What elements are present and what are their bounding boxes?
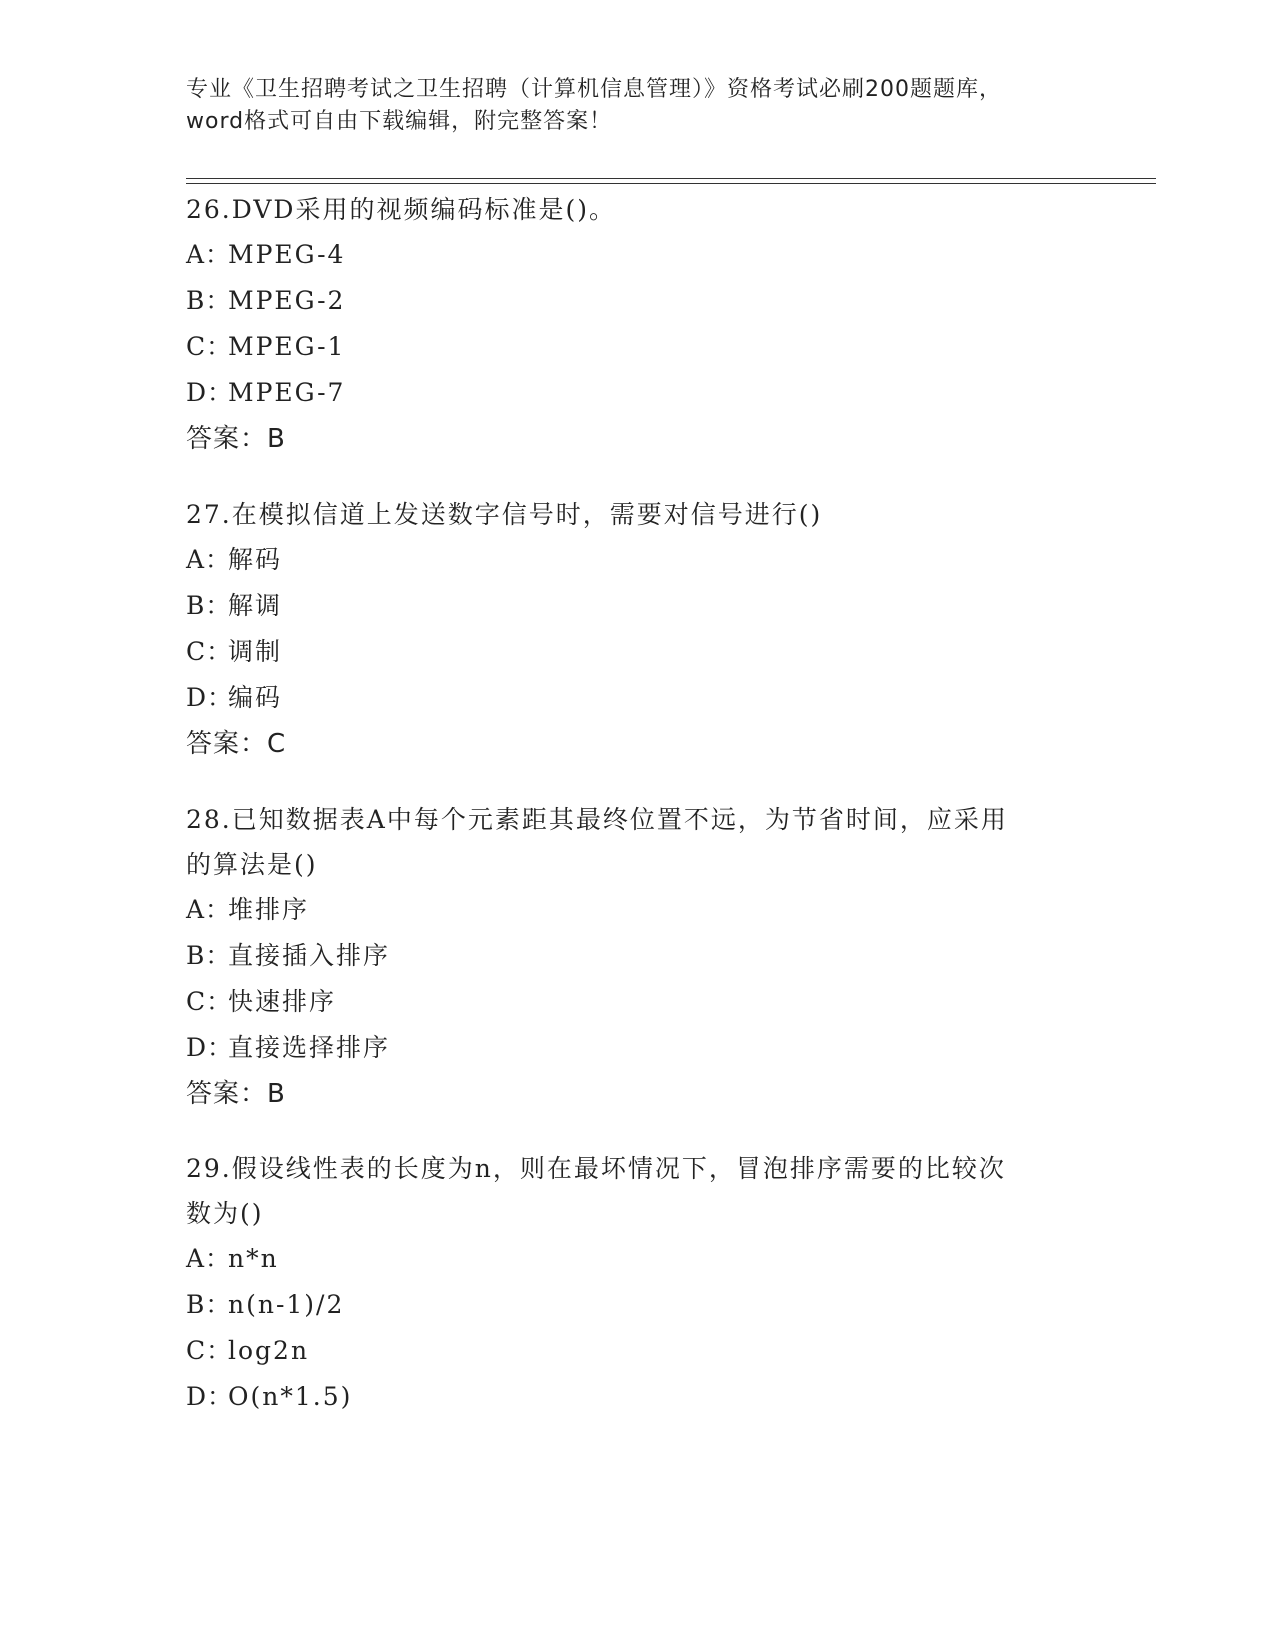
option-value: MPEG-2 xyxy=(228,286,346,315)
option-key: D： xyxy=(186,378,234,407)
option-value: n(n-1)/2 xyxy=(228,1290,345,1319)
header-title-line-2: word格式可自由下载编辑，附完整答案！ xyxy=(186,109,613,134)
option-b xyxy=(186,583,1086,629)
option-c xyxy=(186,629,1086,675)
question-26 xyxy=(186,187,1086,462)
option-key: D： xyxy=(186,1382,234,1411)
option-b xyxy=(186,278,1086,324)
option-key: B： xyxy=(186,591,232,620)
option-a xyxy=(186,537,1086,583)
document-header xyxy=(186,74,1086,138)
option-key: C： xyxy=(186,332,233,361)
question-text-line: 的算法是() xyxy=(186,850,318,879)
option-key: A： xyxy=(186,545,232,574)
option-a xyxy=(186,1236,1086,1282)
option-key: A： xyxy=(186,1244,232,1273)
option-value: n*n xyxy=(228,1244,279,1273)
question-text-line: 29.假设线性表的长度为n，则在最坏情况下，冒泡排序需要的比较次 xyxy=(186,1154,1006,1183)
option-value: 快速排序 xyxy=(228,987,337,1016)
option-key: C： xyxy=(186,637,233,666)
option-d xyxy=(186,370,1086,416)
question-text xyxy=(186,187,1086,232)
question-text-line: 数为() xyxy=(186,1199,264,1228)
question-28 xyxy=(186,797,1086,1117)
question-27 xyxy=(186,492,1086,767)
option-value: log2n xyxy=(228,1336,310,1365)
option-value: MPEG-1 xyxy=(228,332,346,361)
option-d xyxy=(186,1025,1086,1071)
option-a xyxy=(186,887,1086,933)
option-b xyxy=(186,1282,1086,1328)
option-value: MPEG-4 xyxy=(228,240,346,269)
question-text xyxy=(186,797,1086,887)
question-text-line: 26.DVD采用的视频编码标准是()。 xyxy=(186,195,616,224)
question-text xyxy=(186,1146,1086,1236)
header-divider-bottom xyxy=(186,183,1156,184)
answer-line: 答案：C xyxy=(186,729,287,759)
option-key: B： xyxy=(186,941,232,970)
option-b xyxy=(186,933,1086,979)
option-key: B： xyxy=(186,286,232,315)
answer-line: 答案：B xyxy=(186,424,286,454)
option-value: 直接选择排序 xyxy=(228,1033,391,1062)
option-key: A： xyxy=(186,240,232,269)
option-key: D： xyxy=(186,1033,234,1062)
option-key: A： xyxy=(186,895,232,924)
header-title-line-1: 专业《卫生招聘考试之卫生招聘（计算机信息管理）》资格考试必刷200题题库， xyxy=(186,77,1002,102)
option-key: D： xyxy=(186,683,234,712)
option-value: 堆排序 xyxy=(228,895,310,924)
option-c xyxy=(186,979,1086,1025)
option-d xyxy=(186,675,1086,721)
option-value: 调制 xyxy=(228,637,283,666)
option-c xyxy=(186,324,1086,370)
option-c xyxy=(186,1328,1086,1374)
header-divider-top xyxy=(186,178,1156,179)
option-value: 编码 xyxy=(228,683,283,712)
question-text-line: 28.已知数据表A中每个元素距其最终位置不远，为节省时间，应采用 xyxy=(186,805,1008,834)
option-value: 解调 xyxy=(228,591,283,620)
answer-line: 答案：B xyxy=(186,1079,286,1109)
option-key: C： xyxy=(186,987,233,1016)
option-d xyxy=(186,1374,1086,1420)
option-a xyxy=(186,232,1086,278)
option-key: C： xyxy=(186,1336,233,1365)
option-value: 解码 xyxy=(228,545,283,574)
question-text-line: 27.在模拟信道上发送数字信号时，需要对信号进行() xyxy=(186,500,823,529)
option-value: 直接插入排序 xyxy=(228,941,391,970)
option-value: MPEG-7 xyxy=(228,378,346,407)
question-29 xyxy=(186,1146,1086,1420)
option-key: B： xyxy=(186,1290,232,1319)
option-value: O(n*1.5) xyxy=(228,1382,353,1411)
question-text xyxy=(186,492,1086,537)
